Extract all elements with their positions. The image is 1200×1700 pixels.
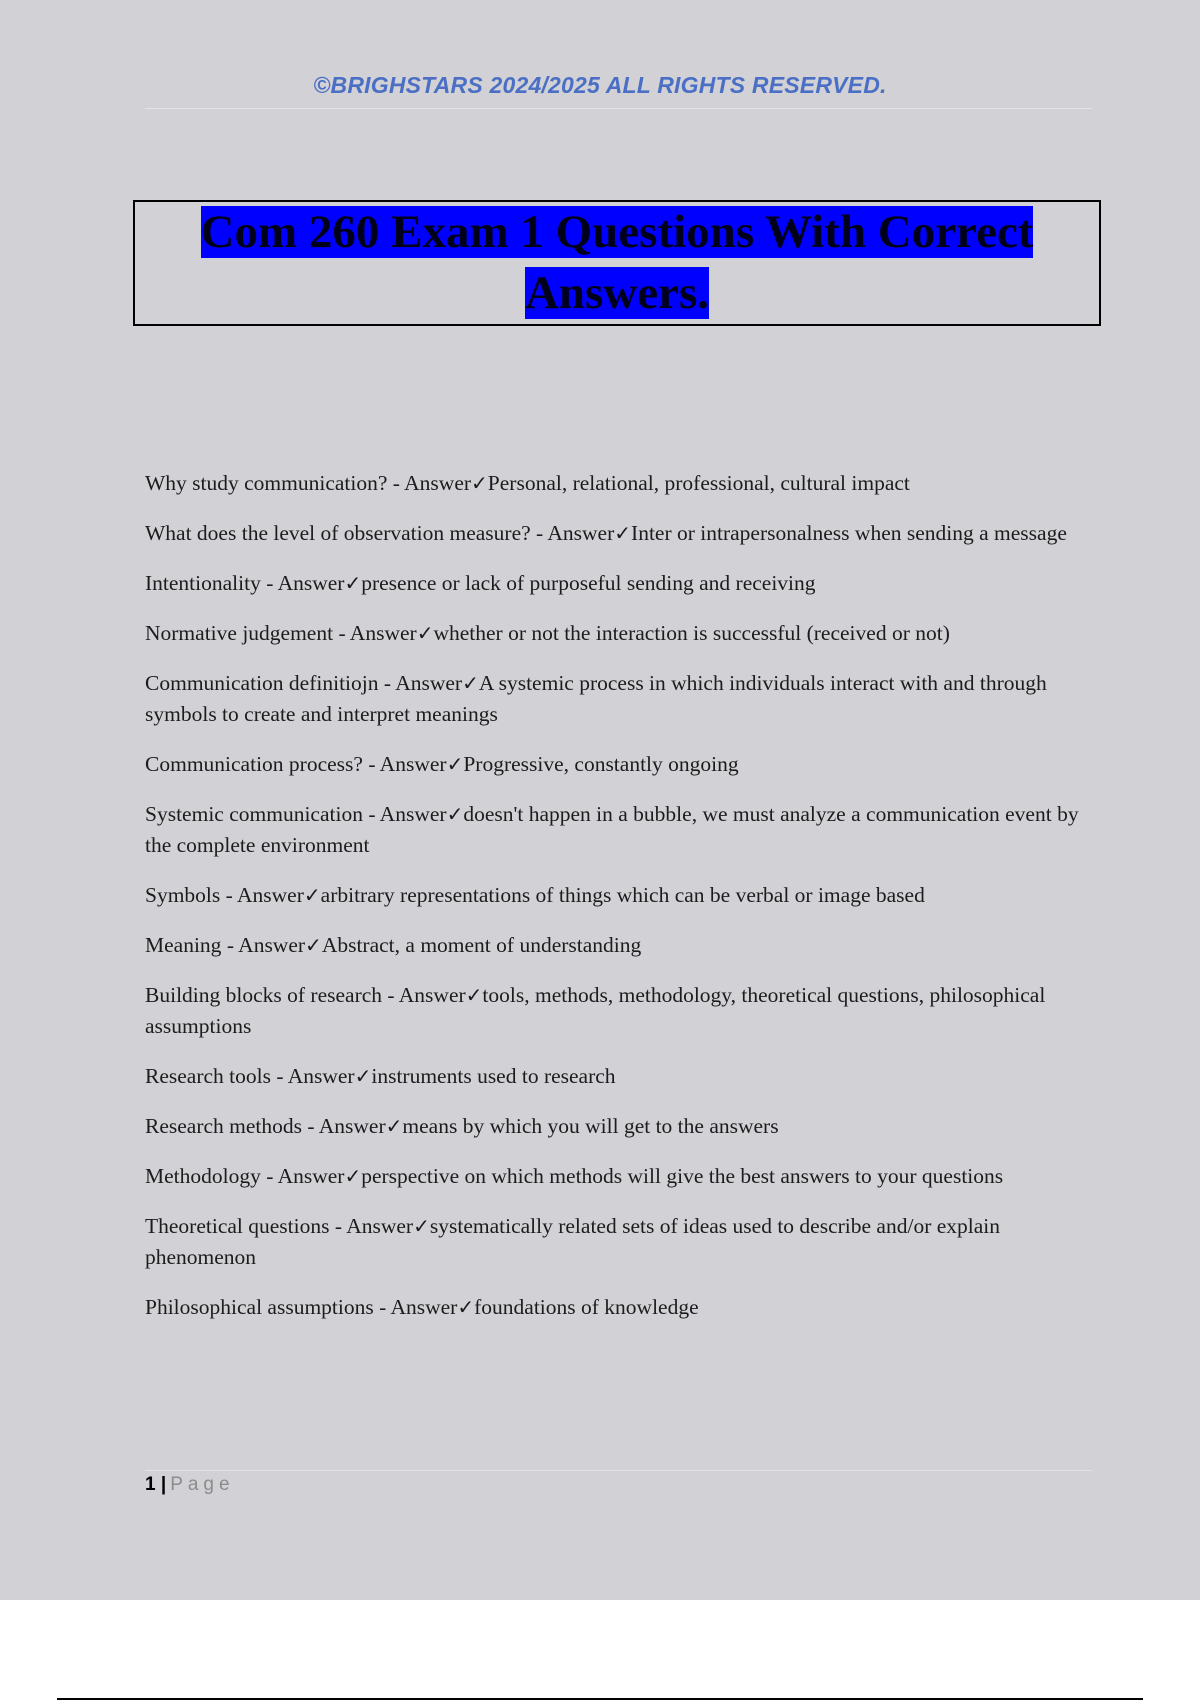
checkmark-icon: ✓ xyxy=(446,752,464,776)
qa-item xyxy=(145,518,1090,549)
qa-item xyxy=(145,799,1090,861)
checkmark-icon: ✓ xyxy=(614,521,632,545)
qa-item xyxy=(145,1211,1090,1273)
qa-item xyxy=(145,880,1090,911)
qa-answer: foundations of knowledge xyxy=(474,1295,699,1319)
checkmark-icon: ✓ xyxy=(344,571,362,595)
qa-term: Communication process? xyxy=(145,752,363,776)
checkmark-icon: ✓ xyxy=(413,1214,430,1238)
qa-answer: systematically related sets of ideas used to describe and/or explain phenomenon xyxy=(145,1214,1001,1269)
checkmark-icon: ✓ xyxy=(462,671,479,695)
qa-separator: - Answer xyxy=(220,883,304,907)
qa-separator: - Answer xyxy=(333,621,417,645)
qa-separator: - Answer xyxy=(302,1114,386,1138)
qa-term: Research methods xyxy=(145,1114,303,1138)
qa-separator: - Answer xyxy=(530,521,615,545)
qa-separator: - Answer xyxy=(373,1295,458,1319)
qa-answer: means by which you will get to the answers xyxy=(402,1114,779,1138)
qa-separator: - Answer xyxy=(260,1164,345,1188)
qa-item xyxy=(145,980,1090,1042)
document-title-wrapper xyxy=(167,202,1067,324)
qa-term: Normative judgement xyxy=(145,621,334,645)
checkmark-icon: ✓ xyxy=(305,933,322,957)
qa-term: Why study communication? xyxy=(145,471,388,495)
qa-answer: presence or lack of purposeful sending and receiving xyxy=(361,571,816,595)
qa-answer: arbitrary representations of things which can be verbal or image based xyxy=(320,883,925,907)
checkmark-icon: ✓ xyxy=(457,1295,475,1319)
qa-separator: - Answer xyxy=(362,752,447,776)
qa-term: Symbols xyxy=(145,883,221,907)
qa-item xyxy=(145,668,1090,730)
qa-item xyxy=(145,1061,1090,1092)
qa-item xyxy=(145,468,1090,499)
qa-term: Communication definitiojn xyxy=(145,671,379,695)
title-box xyxy=(133,200,1101,326)
footer-separator: | xyxy=(160,1474,167,1495)
checkmark-icon: ✓ xyxy=(416,621,434,645)
checkmark-icon: ✓ xyxy=(344,1164,362,1188)
qa-answer: instruments used to research xyxy=(371,1064,616,1088)
qa-term: Building blocks of research xyxy=(145,983,383,1007)
qa-list xyxy=(145,468,1090,1342)
qa-term: Philosophical assumptions xyxy=(145,1295,374,1319)
qa-separator: - Answer xyxy=(378,671,463,695)
checkmark-icon: ✓ xyxy=(446,802,464,826)
qa-separator: - Answer xyxy=(387,471,472,495)
qa-answer: whether or not the interaction is successful (received or not) xyxy=(433,621,950,645)
page-number: 1 xyxy=(145,1474,156,1495)
qa-separator: - Answer xyxy=(362,802,447,826)
checkmark-icon: ✓ xyxy=(385,1114,403,1138)
checkmark-icon: ✓ xyxy=(303,883,321,907)
qa-answer: Abstract, a moment of understanding xyxy=(321,933,642,957)
checkmark-icon: ✓ xyxy=(465,983,483,1007)
document-title: Com 260 Exam 1 Questions With Correct Answers. xyxy=(200,206,1034,319)
qa-item xyxy=(145,618,1090,649)
checkmark-icon: ✓ xyxy=(354,1064,372,1088)
qa-answer: Progressive, constantly ongoing xyxy=(463,752,739,776)
qa-separator: - Answer xyxy=(382,983,466,1007)
qa-answer: tools, methods, methodology, theoretical questions, philosophical assumptions xyxy=(145,983,1046,1038)
qa-answer: doesn't happen in a bubble, we must analyze a communication event by the complete environment xyxy=(145,802,1079,857)
qa-term: Research tools xyxy=(145,1064,271,1088)
page-label: Page xyxy=(170,1474,235,1495)
qa-term: Meaning xyxy=(145,933,222,957)
qa-separator: - Answer xyxy=(329,1214,414,1238)
qa-item xyxy=(145,930,1090,961)
qa-item xyxy=(145,568,1090,599)
qa-item xyxy=(145,1161,1090,1192)
checkmark-icon: ✓ xyxy=(471,471,488,495)
qa-term: Intentionality xyxy=(145,571,261,595)
page-footer xyxy=(145,1474,235,1496)
qa-item xyxy=(145,1111,1090,1142)
qa-item xyxy=(145,1292,1090,1323)
qa-term: What does the level of observation measure? xyxy=(145,521,531,545)
qa-term: Theoretical questions xyxy=(145,1214,330,1238)
qa-separator: - Answer xyxy=(221,933,306,957)
qa-item xyxy=(145,749,1090,780)
footer-divider xyxy=(145,1470,1092,1471)
qa-separator: - Answer xyxy=(260,571,345,595)
qa-answer: A systemic process in which individuals interact with and through symbols to create and interpret meanings xyxy=(145,671,1047,726)
copyright-header: ©BRIGHSTARS 2024/2025 ALL RIGHTS RESERVED. xyxy=(313,72,887,98)
qa-answer: Personal, relational, professional, cultural impact xyxy=(487,471,910,495)
qa-term: Systemic communication xyxy=(145,802,363,826)
qa-answer: Inter or intrapersonalness when sending a message xyxy=(631,521,1067,545)
qa-answer: perspective on which methods will give the best answers to your questions xyxy=(361,1164,1004,1188)
header-divider xyxy=(145,108,1092,109)
qa-separator: - Answer xyxy=(270,1064,355,1088)
qa-term: Methodology xyxy=(145,1164,261,1188)
